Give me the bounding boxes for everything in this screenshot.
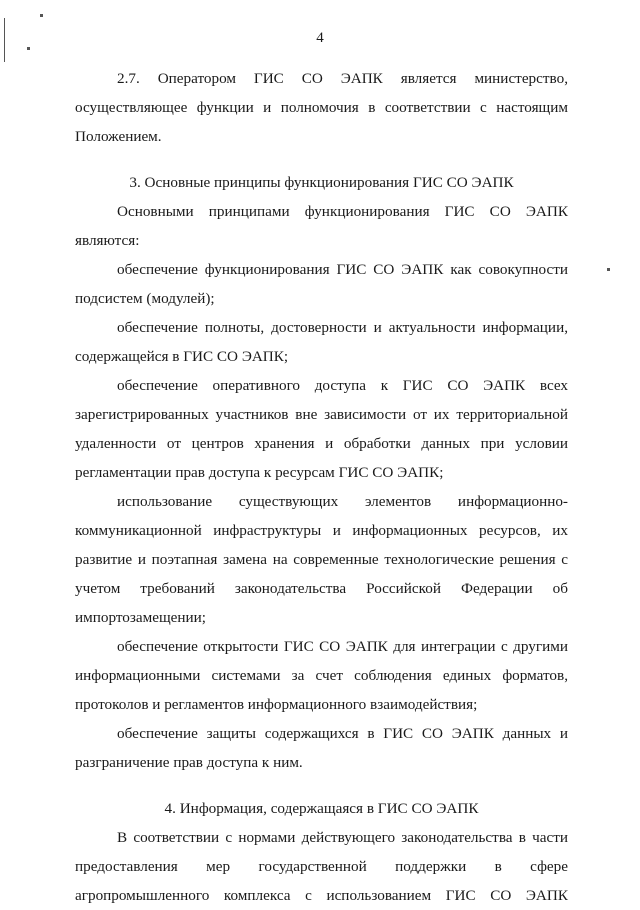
principle-item: обеспечение открытости ГИС СО ЭАПК для интеграции с другими информационными системами за счет соблюдения единых форматов, протоколов и регламентов информационного взаимодействия; — [75, 638, 568, 713]
margin-mark — [27, 47, 30, 50]
principle-item: обеспечение защиты содержащихся в ГИС СО ЭАПК данных и разграничение прав доступа к ним. — [75, 725, 568, 771]
principle-item: обеспечение оперативного доступа к ГИС СО ЭАПК всех зарегистрированных участников вне зависимости от их территориальной удаленности от центров хранения и обработки данных при условии регламентации прав доступа к ресурсам ГИС СО ЭАПК; — [75, 377, 568, 481]
paragraph-4: В соответствии с нормами действующего законодательства в части предоставления мер государственной поддержки в сфере агропромышленного комплекса с использованием ГИС СО ЭАПК — [75, 829, 568, 904]
margin-mark — [607, 268, 610, 271]
principle-item: обеспечение полноты, достоверности и актуальности информации, содержащейся в ГИС СО ЭАПК; — [75, 319, 568, 365]
principle-item: обеспечение функционирования ГИС СО ЭАПК как совокупности подсистем (модулей); — [75, 261, 568, 307]
page-number: 4 — [316, 30, 324, 46]
paragraph-2-7: 2.7. Оператором ГИС СО ЭАПК является министерство, осуществляющее функции и полномочия в соответствии с настоящим Положением. — [75, 70, 568, 145]
principle-item: использование существующих элементов информационно-коммуникационной инфраструктуры и информационных ресурсов, их развитие и поэтапная замена на современные технологические решения с учетом требований законодательства Российской Федерации об импортозамещении; — [75, 493, 568, 626]
section-heading-3: 3. Основные принципы функционирования ГИС СО ЭАПК — [129, 174, 514, 191]
paragraph-intro-3: Основными принципами функционирования ГИС СО ЭАПК являются: — [75, 203, 568, 249]
section-heading-4: 4. Информация, содержащаяся в ГИС СО ЭАПК — [164, 800, 479, 817]
document-body — [75, 64, 568, 910]
margin-mark — [40, 14, 43, 17]
